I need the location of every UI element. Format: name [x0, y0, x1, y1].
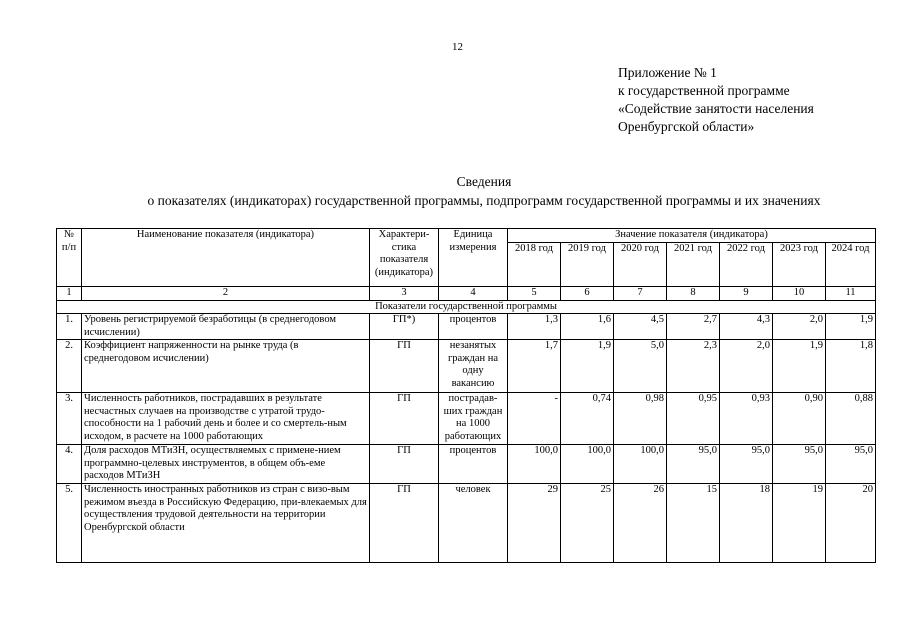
- row-name: Уровень регистрируемой безработицы (в среднегодовом исчислении): [82, 314, 370, 340]
- appendix-line: Оренбургской области»: [618, 119, 755, 134]
- row-value: 1,9: [826, 314, 876, 340]
- row-value: 0,88: [826, 393, 876, 445]
- row-value: 0,95: [667, 393, 720, 445]
- row-value: 4,3: [720, 314, 773, 340]
- column-number: 6: [561, 287, 614, 301]
- row-value: 18: [720, 484, 773, 563]
- row-value: 1,3: [508, 314, 561, 340]
- row-value: 100,0: [614, 445, 667, 484]
- header-name: Наименование показателя (индикатора): [82, 229, 370, 287]
- page-number: 12: [452, 41, 463, 53]
- row-unit: процентов: [439, 445, 508, 484]
- row-characteristic: ГП: [370, 445, 439, 484]
- row-value: 95,0: [773, 445, 826, 484]
- row-characteristic: ГП: [370, 340, 439, 393]
- header-year: 2021 год: [667, 242, 720, 287]
- row-num: 3.: [57, 393, 82, 445]
- row-value: 2,0: [773, 314, 826, 340]
- row-value: 26: [614, 484, 667, 563]
- header-unit: Единица измерения: [439, 229, 508, 287]
- header-year: 2023 год: [773, 242, 826, 287]
- row-value: 25: [561, 484, 614, 563]
- row-value: 19: [773, 484, 826, 563]
- heading-subtitle: о показателях (индикаторах) государственной программы, подпрограмм государственной программы и их значениях: [147, 193, 821, 208]
- row-characteristic: ГП: [370, 484, 439, 563]
- table-row: [57, 484, 876, 563]
- row-value: 2,0: [720, 340, 773, 393]
- column-number: 4: [439, 287, 508, 301]
- header-values-group: Значение показателя (индикатора): [508, 229, 876, 243]
- row-value: 95,0: [720, 445, 773, 484]
- row-value: 1,9: [773, 340, 826, 393]
- row-name: Доля расходов МТиЗН, осуществляемых с примене-нием программно-целевых инструментов, в общем объ-еме расходов МТиЗН: [82, 445, 370, 484]
- header-year: 2018 год: [508, 242, 561, 287]
- column-number: 11: [826, 287, 876, 301]
- table-row: [57, 314, 876, 340]
- row-unit: процентов: [439, 314, 508, 340]
- document-heading: [0, 172, 905, 210]
- row-value: 1,7: [508, 340, 561, 393]
- column-number: 1: [57, 287, 82, 301]
- row-value: 95,0: [667, 445, 720, 484]
- section-title: Показатели государственной программы: [57, 300, 876, 314]
- header-year: 2022 год: [720, 242, 773, 287]
- table-row: [57, 393, 876, 445]
- heading-title: Сведения: [456, 174, 512, 189]
- header-year: 2024 год: [826, 242, 876, 287]
- row-value: -: [508, 393, 561, 445]
- row-value: 95,0: [826, 445, 876, 484]
- column-number: 7: [614, 287, 667, 301]
- indicators-table: [56, 228, 876, 563]
- appendix-line: Приложение № 1: [618, 65, 717, 80]
- row-unit: незанятых граждан на одну вакансию: [439, 340, 508, 393]
- header-year: 2020 год: [614, 242, 667, 287]
- column-number: 8: [667, 287, 720, 301]
- row-value: 1,6: [561, 314, 614, 340]
- row-value: 0,98: [614, 393, 667, 445]
- row-name: Коэффициент напряженности на рынке труда (в среднегодовом исчислении): [82, 340, 370, 393]
- row-unit: человек: [439, 484, 508, 563]
- column-number: 5: [508, 287, 561, 301]
- row-num: 4.: [57, 445, 82, 484]
- row-value: 5,0: [614, 340, 667, 393]
- row-value: 2,7: [667, 314, 720, 340]
- row-value: 100,0: [508, 445, 561, 484]
- appendix-line: «Содействие занятости населения: [618, 101, 814, 116]
- row-value: 0,93: [720, 393, 773, 445]
- header-num: № п/п: [57, 229, 82, 287]
- table-row: [57, 340, 876, 393]
- row-name: Численность иностранных работников из стран с визо-вым режимом въезда в Российскую Федерацию, при-влекаемых для осуществления трудовой деятельности на территории Оренбургской области: [82, 484, 370, 563]
- appendix-block: [618, 64, 814, 136]
- row-characteristic: ГП*): [370, 314, 439, 340]
- row-value: 20: [826, 484, 876, 563]
- row-value: 29: [508, 484, 561, 563]
- row-value: 0,90: [773, 393, 826, 445]
- row-value: 1,8: [826, 340, 876, 393]
- row-value: 100,0: [561, 445, 614, 484]
- row-num: 1.: [57, 314, 82, 340]
- column-number: 2: [82, 287, 370, 301]
- row-characteristic: ГП: [370, 393, 439, 445]
- column-number: 10: [773, 287, 826, 301]
- column-number: 9: [720, 287, 773, 301]
- row-value: 2,3: [667, 340, 720, 393]
- appendix-line: к государственной программе: [618, 83, 790, 98]
- row-value: 4,5: [614, 314, 667, 340]
- table-row: [57, 445, 876, 484]
- header-characteristic: Характери-стика показателя (индикатора): [370, 229, 439, 287]
- row-name: Численность работников, пострадавших в результате несчастных случаев на производстве с утратой трудо-способности на 1 рабочий день и более и со смертель-ным исходом, в расчете на 1000 работающих: [82, 393, 370, 445]
- column-number: 3: [370, 287, 439, 301]
- column-number-row: [57, 287, 876, 301]
- row-value: 0,74: [561, 393, 614, 445]
- row-num: 5.: [57, 484, 82, 563]
- header-year: 2019 год: [561, 242, 614, 287]
- row-value: 1,9: [561, 340, 614, 393]
- row-value: 15: [667, 484, 720, 563]
- row-num: 2.: [57, 340, 82, 393]
- row-unit: пострадав-ших граждан на 1000 работающих: [439, 393, 508, 445]
